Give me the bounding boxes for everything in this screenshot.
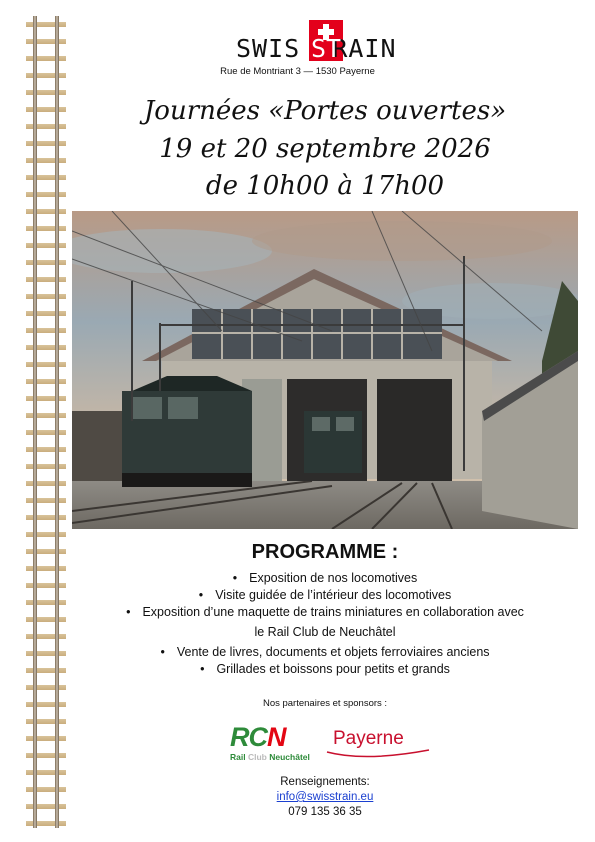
event-hours: de 10h00 à 17h00: [205, 171, 445, 201]
swisstrain-logo: [236, 20, 416, 64]
event-dates: 19 et 20 septembre 2026: [159, 134, 491, 164]
rcn-letter-r: R: [230, 722, 249, 752]
list-item: • Exposition de nos locomotives: [70, 570, 580, 587]
track-rail-right: [55, 16, 59, 828]
list-item: • Grillades et boissons pour petits et grands: [70, 661, 580, 678]
contact-phone: 079 135 36 35: [288, 806, 362, 818]
rcn-letter-n: N: [267, 722, 286, 752]
list-item: • Exposition d’une maquette de trains miniatures en collaboration avec: [70, 604, 580, 621]
programme-list: [70, 570, 580, 678]
logo-text-left: SWIS: [236, 34, 301, 63]
event-title: Journées «Portes ouvertes»: [143, 96, 507, 126]
logo-text-mid: ST: [310, 34, 342, 63]
logo-text-right: RAIN: [332, 34, 397, 63]
track-rail-left: [33, 16, 37, 828]
payerne-swoosh-icon: [325, 746, 435, 760]
programme-heading: PROGRAMME :: [251, 541, 399, 563]
rcn-logo: [230, 722, 320, 764]
partners-label: Nos partenaires et sponsors :: [262, 698, 388, 709]
contact-title: Renseignements:: [280, 776, 370, 788]
rcn-sub-rail: Rail: [230, 752, 246, 762]
list-item: • Visite guidée de l’intérieur des locomotives: [70, 587, 580, 604]
list-item-continuation: le Rail Club de Neuchâtel: [254, 625, 396, 639]
track-sleepers: [26, 16, 66, 828]
contact-email-link[interactable]: info@swisstrain.eu: [276, 791, 374, 803]
contact-email-row: [70, 791, 580, 803]
rcn-sub-neuchatel: Neuchâtel: [269, 752, 310, 762]
address: Rue de Montriant 3 — 1530 Payerne: [220, 66, 375, 77]
depot-photo: [72, 211, 578, 529]
railway-track-decoration: [26, 16, 66, 828]
list-item: • Vente de livres, documents et objets ferroviaires anciens: [70, 644, 580, 661]
rcn-sub-club: Club: [247, 752, 267, 762]
rcn-letter-c: C: [248, 722, 267, 752]
rcn-letters: [230, 722, 286, 753]
payerne-logo: [325, 726, 435, 762]
payerne-wordmark: Payerne: [333, 728, 404, 749]
rcn-subtitle: [230, 752, 310, 762]
